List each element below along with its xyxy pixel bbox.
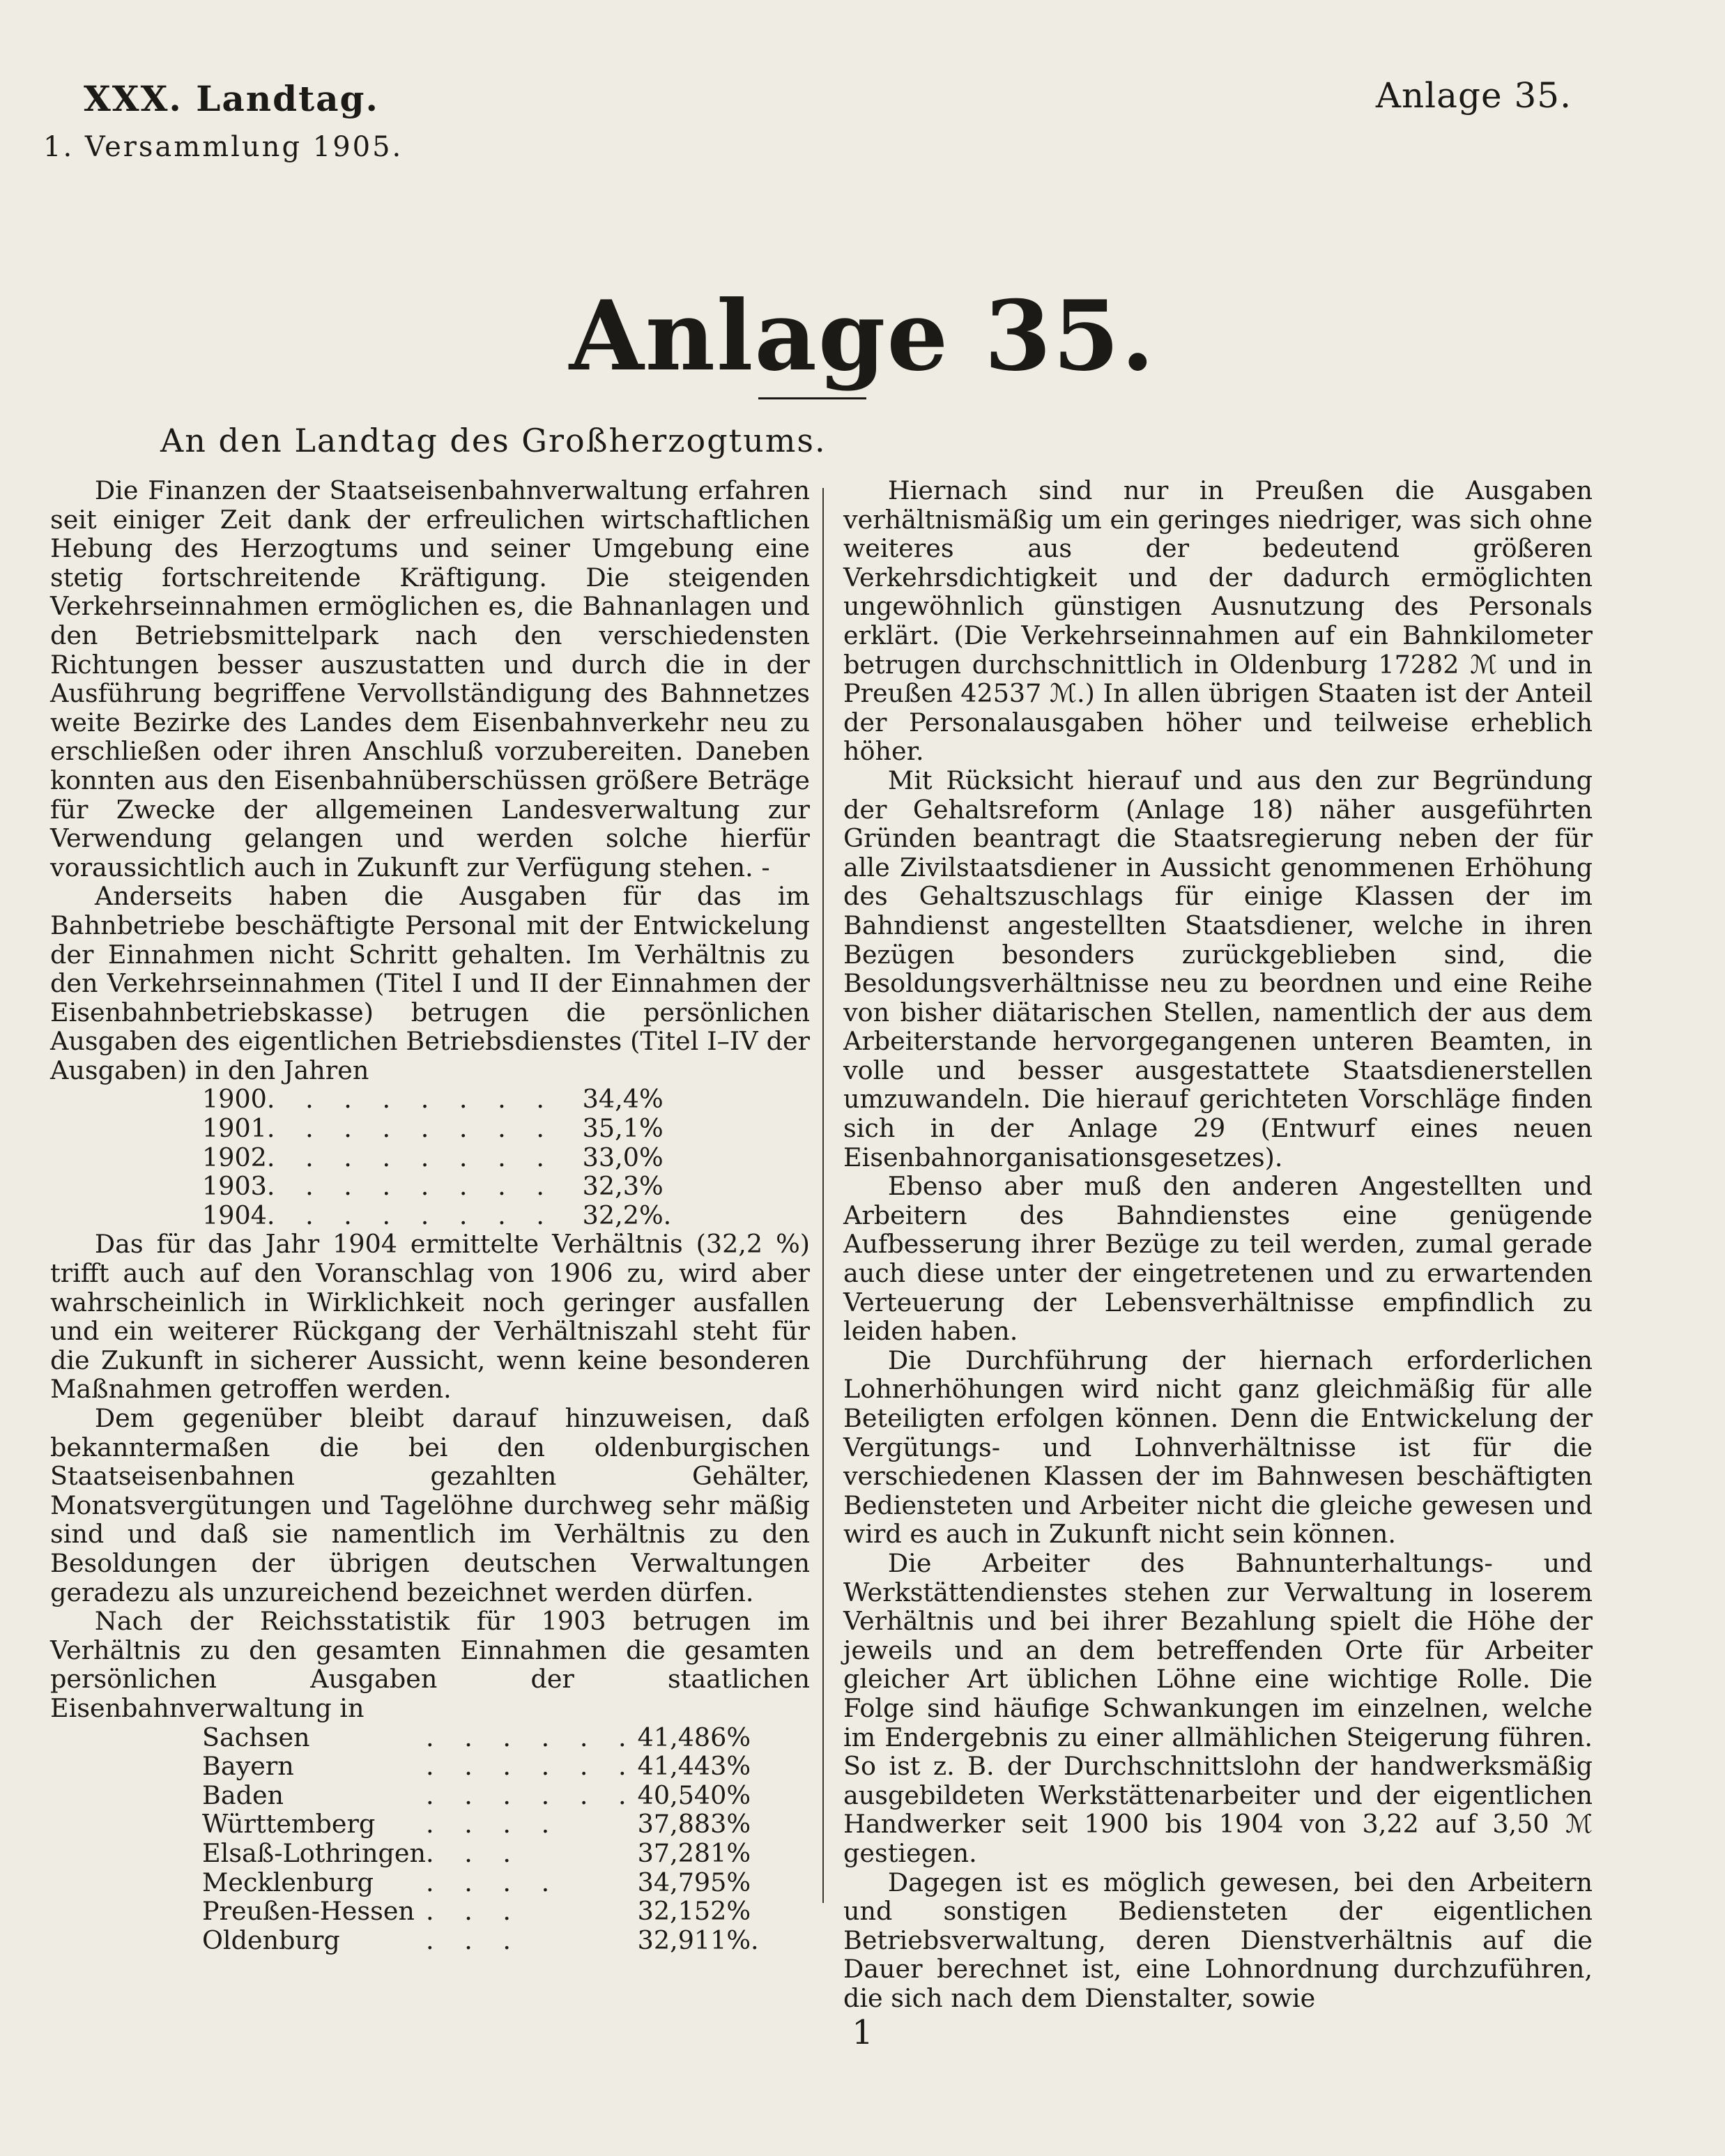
value-cell: 41,443 <box>637 1751 727 1782</box>
unit-cell: %. <box>726 1925 759 1955</box>
leader-dots: . . . <box>426 1837 523 1868</box>
year-cell: 1901 <box>202 1113 267 1144</box>
paragraph: Ebenso aber muß den anderen Angestellten und Arbeitern des Bahndienstes eine genügende Aufbesserung ihrer Bezüge zu teil werden, zumal gerade auch diese unter der eingetretenen und zu erwartenden Verteuerung der Lebensverhältnisse empfindlich zu leiden haben. <box>843 1171 1593 1347</box>
left-column <box>50 476 810 1955</box>
value-cell: 33,0 <box>582 1142 639 1172</box>
state-cell: Bayern <box>202 1751 294 1782</box>
state-cell: Oldenburg <box>202 1925 340 1955</box>
table-row <box>202 1172 671 1201</box>
leader-dots: . . . . . . . . <box>266 1142 555 1172</box>
paragraph: Dem gegenüber bleibt darauf hinzuweisen, daß bekanntermaßen die bei den oldenburgischen Staatseisenbahnen gezahlten Gehälter, Monatsvergütungen und Tagelöhne durchweg sehr mäßig sind und daß sie namentlich im Verhältnis zu den Besoldungen der übrigen deutschen Verwaltungen geradezu als unzureichend bezeichnet werden dürfen. <box>50 1403 810 1607</box>
paragraph: Die Finanzen der Staatseisenbahnverwaltung erfahren seit einiger Zeit dank der erfreulichen wirtschaftlichen Hebung des Herzogtums und seiner Umgebung eine stetig fortschreitende Kräftigung. Die steigenden Verkehrseinnahmen ermöglichen es, die Bahnanlagen und den Betriebsmittelpark nach den verschiedensten Richtungen besser auszustatten und durch die in der Ausführung begriffene Vervollständigung des Bahnnetzes weite Bezirke des Landes dem Eisenbahnverkehr neu zu erschließen oder ihren Anschluß vorzubereiten. Daneben konnten aus den Eisenbahnüberschüssen größere Beträge für Zwecke der allgemeinen Landesverwaltung zur Verwendung gelangen und werden solche hierfür voraussichtlich auch in Zukunft zur Verfügung stehen. - <box>50 475 810 882</box>
paragraph: Hiernach sind nur in Preußen die Ausgaben verhältnismäßig um ein geringes niedriger, was sich ohne weiteres aus der bedeutend größeren Verkehrsdichtigkeit und der dadurch ermöglichten ungewöhnlich günstigen Ausnutzung des Personals erklärt. (Die Verkehrseinnahmen auf ein Bahnkilometer betrugen durchschnittlich in Oldenburg 17282 ℳ und in Preußen 42537 ℳ.) In allen übrigen Staaten ist der Anteil der Personalausgaben höher und teilweise erheblich höher. <box>843 475 1593 767</box>
unit-cell: % <box>726 1867 751 1897</box>
leader-dots: . . . . . . . . <box>266 1200 555 1230</box>
leader-dots: . . . . . . <box>426 1751 638 1782</box>
value-cell: 34,795 <box>637 1867 727 1897</box>
unit-cell: % <box>638 1171 664 1202</box>
year-cell: 1900 <box>202 1084 267 1115</box>
table-row <box>202 1781 759 1810</box>
state-cell: Preußen-Hessen <box>202 1896 415 1927</box>
table-row <box>202 1839 759 1868</box>
leader-dots: . . . <box>426 1925 523 1955</box>
table-row <box>202 1926 759 1955</box>
table-row <box>202 1085 671 1114</box>
unit-cell: % <box>726 1780 751 1810</box>
paragraph: Dagegen ist es möglich gewesen, bei den Arbeitern und sonstigen Bediensteten der eigentlichen Betriebsverwaltung, deren Dienstverhältnis auf die Dauer berechnet ist, eine Lohnordnung durchzuführen, die sich nach dem Dienstalter, sowie <box>843 1867 1593 2013</box>
value-cell: 40,540 <box>637 1780 727 1810</box>
year-cell: 1902 <box>202 1142 267 1172</box>
page-title: Anlage 35. <box>569 279 1156 392</box>
table-row <box>202 1810 759 1839</box>
unit-cell: % <box>638 1113 664 1144</box>
leader-dots: . . . <box>426 1896 523 1927</box>
table-row <box>202 1143 671 1172</box>
table-row <box>202 1114 671 1143</box>
right-column <box>843 476 1593 2012</box>
leader-dots: . . . . . . . . <box>266 1084 555 1115</box>
state-cell: Württemberg <box>202 1809 376 1840</box>
unit-cell: % <box>726 1751 751 1782</box>
paragraph: Das für das Jahr 1904 ermittelte Verhältnis (32,2 %) trifft auch auf den Voranschlag von 1906 zu, wird aber wahrscheinlich in Wirklichkeit noch geringer ausfallen und ein weiterer Rückgang der Verhältniszahl steht für die Zukunft in sicherer Aussicht, wenn keine besonderen Maßnahmen getroffen werden. <box>50 1229 810 1405</box>
leader-dots: . . . . <box>426 1809 561 1840</box>
table-row <box>202 1868 759 1897</box>
year-cell: 1904 <box>202 1200 267 1230</box>
year-cell: 1903 <box>202 1171 267 1202</box>
value-cell: 32,152 <box>637 1896 727 1927</box>
paragraph: Nach der Reichsstatistik für 1903 betrugen im Verhältnis zu den gesamten Einnahmen die gesamten persönlichen Ausgaben der staatlichen Eisenbahnverwaltung in <box>50 1606 810 1723</box>
table-row <box>202 1752 759 1781</box>
value-cell: 32,3 <box>582 1171 639 1202</box>
value-cell: 41,486 <box>637 1722 727 1752</box>
unit-cell: % <box>638 1142 664 1172</box>
unit-cell: % <box>726 1896 751 1927</box>
leader-dots: . . . . <box>426 1867 561 1897</box>
years-table <box>202 1085 671 1230</box>
column-divider <box>822 488 824 1903</box>
leader-dots: . . . . . . . . <box>266 1113 555 1144</box>
leader-dots: . . . . . . . . <box>266 1171 555 1202</box>
header-appendix-label: Anlage 35. <box>1375 75 1572 116</box>
paragraph: Mit Rücksicht hierauf und aus den zur Begründung der Gehaltsreform (Anlage 18) näher ausgeführten Gründen beantragt die Staatsregierung neben der für alle Zivilstaatsdiener in Aussicht genommenen Erhöhung des Gehaltszuschlags für einige Klassen der im Bahndienst angestellten Staatsdiener, welche in ihren Bezügen besonders zurückgeblieben sind, die Besoldungsverhältnisse neu zu beordnen und eine Reihe von bisher diätarischen Stellen, namentlich der aus dem Arbeiterstande hervorgegangenen unteren Beamten, in volle und besser ausgestattete Staatsdienerstellen umzuwandeln. Die hierauf gerichteten Vorschläge finden sich in der Anlage 29 (Entwurf eines neuen Eisenbahnorganisationsgesetzes). <box>843 765 1593 1172</box>
table-row <box>202 1201 671 1230</box>
unit-cell: % <box>726 1837 751 1868</box>
unit-cell: % <box>726 1722 751 1752</box>
header-session: 1. Versammlung 1905. <box>43 131 404 163</box>
value-cell: 35,1 <box>582 1113 639 1144</box>
value-cell: 32,2 <box>582 1200 639 1230</box>
state-cell: Baden <box>202 1780 284 1810</box>
unit-cell: % <box>726 1809 751 1840</box>
table-row <box>202 1897 759 1926</box>
value-cell: 34,4 <box>582 1084 639 1115</box>
title-rule <box>758 397 866 399</box>
address-line: An den Landtag des Großherzogtums. <box>160 422 827 459</box>
table-row <box>202 1723 759 1752</box>
value-cell: 32,911 <box>637 1925 727 1955</box>
unit-cell: %. <box>638 1200 672 1230</box>
value-cell: 37,281 <box>637 1837 727 1868</box>
paragraph: Anderseits haben die Ausgaben für das im Bahnbetriebe beschäftigte Personal mit der Entwickelung der Einnahmen nicht Schritt gehalten. Im Verhältnis zu den Verkehrseinnahmen (Titel I und II der Einnahmen der Eisenbahnbetriebskasse) betrugen die persönlichen Ausgaben des eigentlichen Betriebsdienstes (Titel I–IV der Ausgaben) in den Jahren <box>50 881 810 1085</box>
leader-dots: . . . . . . <box>426 1722 638 1752</box>
paragraph: Die Arbeiter des Bahnunterhaltungs- und Werkstättendienstes stehen zur Verwaltung in loserem Verhältnis und bei ihrer Bezahlung spielt die Höhe der jeweils und an dem betreffenden Orte für Arbeiter gleicher Art üblichen Löhne eine wichtige Rolle. Die Folge sind häufige Schwankungen im einzelnen, welche im Endergebnis zu einer allmählichen Steigerung führen. So ist z. B. der Durchschnittslohn der handwerksmäßig ausgebildeten Werkstättenarbeiter und der eigentlichen Handwerker seit 1900 bis 1904 von 3,22 auf 3,50 ℳ gestiegen. <box>843 1547 1593 1868</box>
state-cell: Sachsen <box>202 1722 310 1752</box>
leader-dots: . . . . . . <box>426 1780 638 1810</box>
header-landtag-title: XXX. Landtag. <box>84 78 379 119</box>
unit-cell: % <box>638 1084 664 1115</box>
paragraph: Die Durchführung der hiernach erforderlichen Lohnerhöhungen wird nicht ganz gleichmäßig für alle Beteiligten erfolgen können. Denn die Entwickelung der Vergütungs- und Lohnverhältnisse ist für die verschiedenen Klassen der im Bahnwesen beschäftigten Bediensteten und Arbeiter nicht die gleiche gewesen und wird es auch in Zukunft nicht sein können. <box>843 1345 1593 1550</box>
value-cell: 37,883 <box>637 1809 727 1840</box>
states-table <box>202 1723 759 1955</box>
state-cell: Mecklenburg <box>202 1867 374 1897</box>
state-cell: Elsaß-Lothringen <box>202 1837 427 1868</box>
page-number: 1 <box>852 2013 873 2052</box>
